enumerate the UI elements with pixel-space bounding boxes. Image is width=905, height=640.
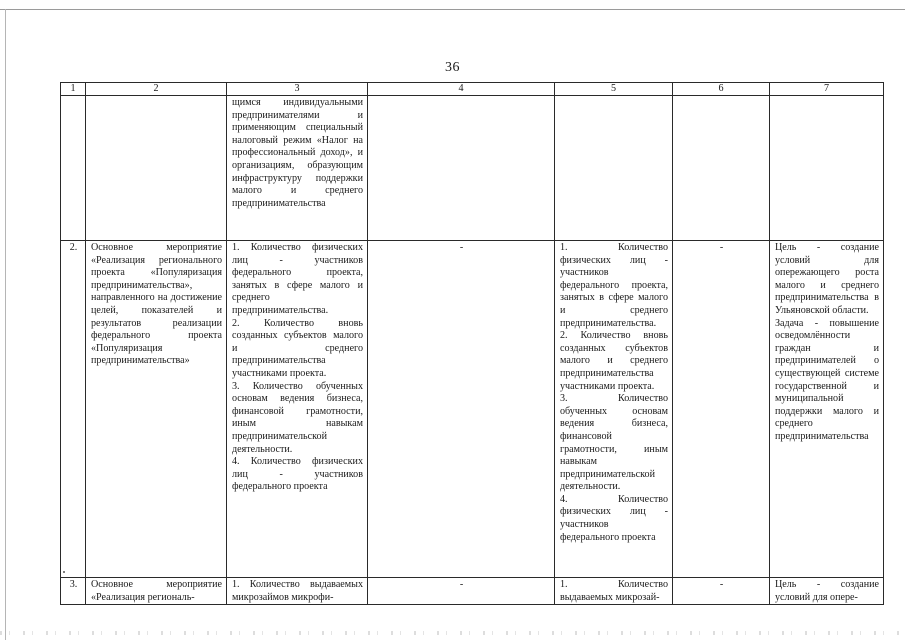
header-row <box>61 83 884 96</box>
indicators-cell: щимся индивидуальными предпринимателями и применяющим специальный налоговый режим «Налог на профессиональный доход», и организациям, образующим инфраструктуру поддержки малого и среднего предпринимательства <box>227 96 368 241</box>
row-number: 3. <box>61 578 86 605</box>
header-cell: 3 <box>227 83 368 96</box>
table-row <box>61 96 884 241</box>
scan-edge-top <box>0 9 905 10</box>
goal-cell <box>770 96 884 241</box>
header-cell: 2 <box>86 83 227 96</box>
goal-cell: Цель - создание условий для опережающего роста малого и среднего предпринимательства в Ульяновской области. Задача - повышение осведомлённости граждан и предпринимателей о существующей системе государственной и муниципальной поддержки малого и среднего предпринимательства <box>770 241 884 578</box>
row-number <box>61 96 86 241</box>
scan-noise <box>0 631 905 635</box>
header-cell: 1 <box>61 83 86 96</box>
header-cell: 5 <box>555 83 673 96</box>
table-row <box>61 241 884 578</box>
column5-cell <box>555 96 673 241</box>
header-cell: 7 <box>770 83 884 96</box>
column4-cell <box>368 96 555 241</box>
goal-cell: Цель - создание условий для опере- <box>770 578 884 605</box>
column4-cell: - <box>368 241 555 578</box>
scan-edge-left <box>5 9 6 640</box>
table-row <box>61 578 884 605</box>
page-number: 36 <box>445 60 460 75</box>
header-cell: 6 <box>673 83 770 96</box>
column6-cell: - <box>673 578 770 605</box>
measure-cell <box>86 96 227 241</box>
program-table <box>60 82 884 605</box>
column5-cell: 1. Количество физических лиц - участников федерального проекта, занятых в сфере малого и среднего предпринимательства. 2. Количество вновь созданных субъектов малого и среднего предпринимательства участниками проекта. 3. Количество обученных основам ведения бизнеса, финансовой грамотности, иным навыкам предпринимательской деятельности. 4. Количество физических лиц - участников федерального проекта <box>555 241 673 578</box>
indicators-cell: 1. Количество выдаваемых микрозаймов микрофи- <box>227 578 368 605</box>
measure-cell: Основное мероприятие «Реализация регионального проекта «Популяризация предпринимательства», направленного на достижение целей, показателей и результатов реализации федерального проекта «Популяризация предпринимательства» <box>86 241 227 578</box>
indicators-cell: 1. Количество физических лиц - участников федерального проекта, занятых в сфере малого и среднего предпринимательства. 2. Количество вновь созданных субъектов малого и среднего предпринимательства участниками проекта. 3. Количество обученных основам ведения бизнеса, финансовой грамотности, иным навыкам предпринимательской деятельности. 4. Количество физических лиц - участников федерального проекта <box>227 241 368 578</box>
column6-cell <box>673 96 770 241</box>
column4-cell: - <box>368 578 555 605</box>
column5-cell: 1. Количество выдаваемых микрозай- <box>555 578 673 605</box>
row-number: 2. <box>61 241 86 578</box>
measure-cell: Основное мероприятие «Реализация региональ- <box>86 578 227 605</box>
header-cell: 4 <box>368 83 555 96</box>
column6-cell: - <box>673 241 770 578</box>
